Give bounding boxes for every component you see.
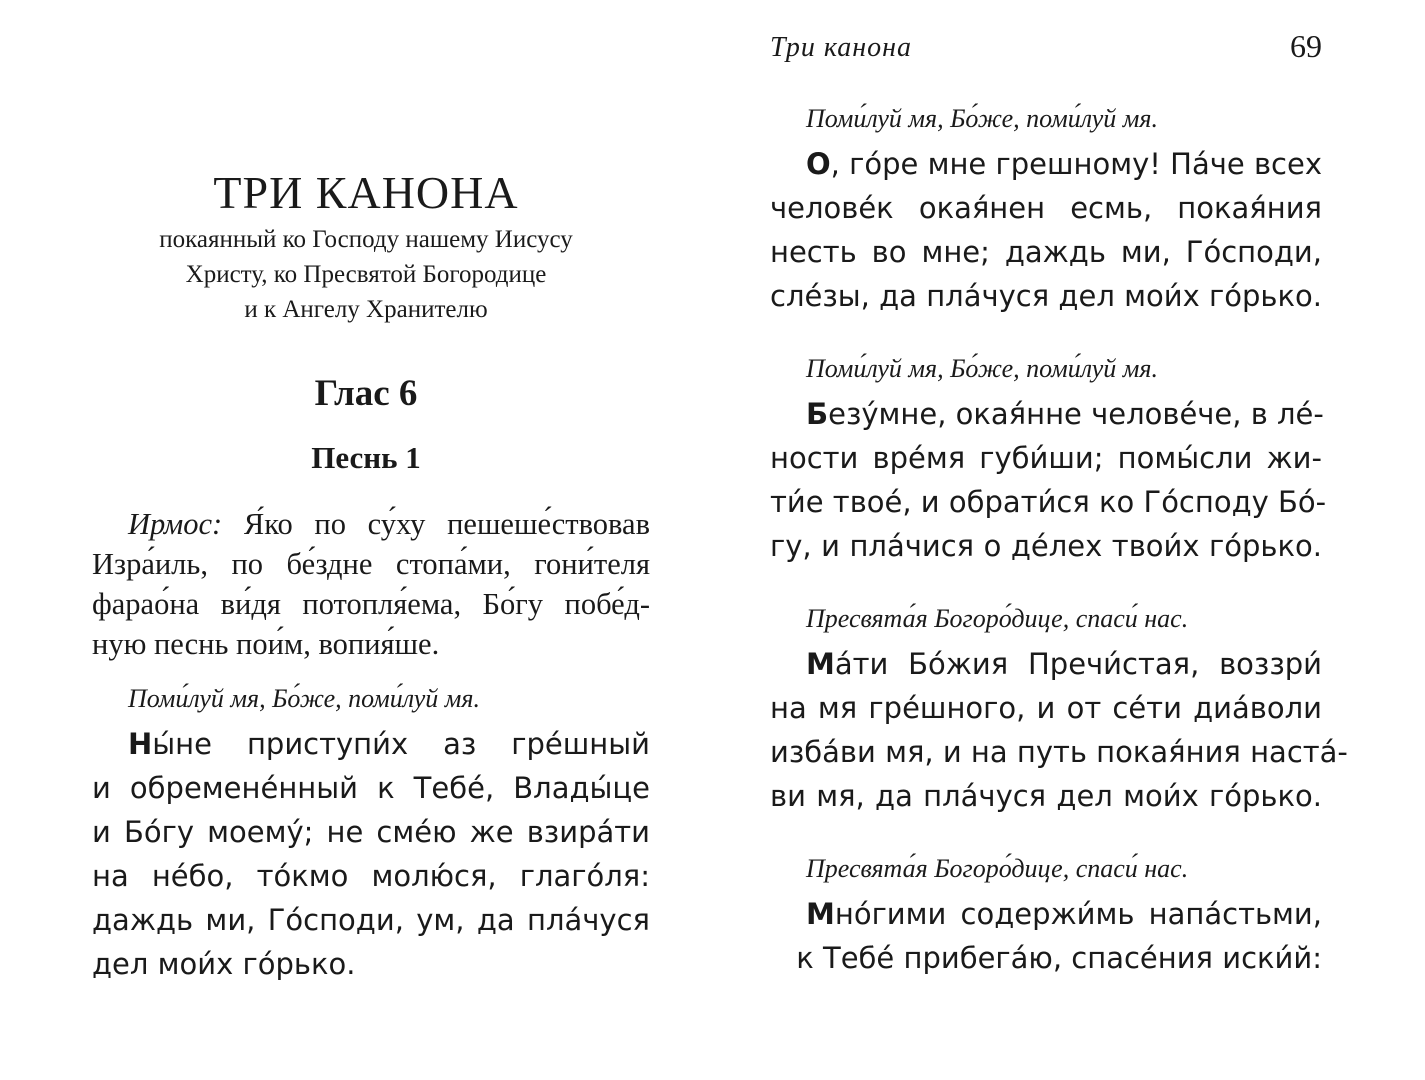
irmos-paragraph — [92, 504, 650, 664]
verse-line-text: , го́ре мне грешному! Па́че всех — [830, 147, 1322, 181]
running-head: Три канона — [770, 32, 913, 63]
verse-line-text: ы́не приступи́х аз гре́шный — [152, 727, 650, 761]
verse-line: изба́ви мя, и на путь покая́ния наста́- — [770, 735, 1348, 769]
troparion — [770, 392, 1327, 568]
verse-line: к Тебе́ прибега́ю, спасе́ния иски́й: — [796, 941, 1322, 975]
verse-line — [770, 142, 1322, 186]
verse-line: ности вре́мя губи́ши; помы́сли жи- — [770, 441, 1322, 475]
refrain: Поми́луй мя, Бо́же, поми́луй мя. — [806, 354, 1158, 383]
verse-line: дел мои́х го́рько. — [92, 947, 356, 981]
irmos-line: ную песнь пои́м, вопия́ше. — [92, 627, 440, 661]
initial-letter: Н — [128, 727, 153, 761]
troparion — [92, 722, 650, 986]
verse-line — [770, 392, 1322, 436]
verse-line: даждь ми, Го́споди, ум, да пла́чуся — [92, 903, 650, 937]
tone-heading: Глас 6 — [314, 373, 418, 414]
verse-line-text: но́гими содержи́мь напа́стьми, — [834, 897, 1322, 931]
subtitle-line: Христу, ко Пресвятой Богородице — [185, 261, 547, 288]
verse-line: гу, и пла́чися о де́лех твои́х го́рько. — [770, 529, 1322, 563]
chapter-title: ТРИ КАНОНА — [213, 167, 519, 218]
right-page — [770, 0, 1348, 1080]
initial-letter: Б — [806, 397, 829, 431]
initial-letter: О — [806, 147, 831, 181]
troparion — [770, 142, 1322, 318]
verse-line: несть во мне; даждь ми, Го́споди, — [770, 235, 1322, 269]
verse-line: и обремене́нный к Тебе́, Влады́це — [92, 771, 650, 805]
verse-line: на не́бо, то́кмо молю́ся, глаго́ля: — [92, 859, 650, 893]
ode-heading: Песнь 1 — [311, 440, 421, 475]
refrain: Поми́луй мя, Бо́же, поми́луй мя. — [128, 684, 480, 713]
subtitle-line: покаянный ко Господу нашему Иисусу — [159, 226, 573, 253]
irmos-label: Ирмос: — [128, 507, 223, 541]
irmos-line — [92, 504, 650, 544]
subtitle-line: и к Ангелу Хранителю — [244, 296, 488, 323]
refrain: Пресвята́я Богоро́дице, спаси́ нас. — [806, 604, 1189, 633]
troparion-block — [770, 602, 1348, 818]
verse-line: ти́е твое́, и обрати́ся ко Го́споду Бо́- — [770, 485, 1327, 519]
page-number: 69 — [1290, 28, 1322, 64]
troparion-block — [770, 352, 1327, 568]
refrain: Поми́луй мя, Бо́же, поми́луй мя. — [806, 104, 1158, 133]
initial-letter: М — [806, 897, 835, 931]
refrain: Пресвята́я Богоро́дице, спаси́ нас. — [806, 854, 1189, 883]
verse-line: челове́к окая́нен есмь, покая́ния — [770, 191, 1322, 225]
verse-line-text: езу́мне, окая́нне челове́че, в ле́- — [828, 397, 1324, 431]
verse-line: и Бо́гу моему́; не сме́ю же взира́ти — [92, 815, 650, 849]
irmos-line-text: Я́ко по су́ху пешеше́ствовав — [222, 507, 650, 541]
chapter-subtitle — [92, 222, 640, 327]
troparion-block — [770, 852, 1322, 980]
verse-line — [770, 642, 1322, 686]
irmos-line: фарао́на ви́дя потопля́ема, Бо́гу побе́д- — [92, 587, 650, 621]
verse-line: сле́зы, да пла́чуся дел мои́х го́рько. — [770, 279, 1322, 313]
troparion — [770, 892, 1322, 980]
left-page — [92, 0, 650, 1080]
troparion-block — [770, 102, 1322, 318]
verse-line — [770, 892, 1322, 936]
verse-line: ви мя, да пла́чуся дел мои́х го́рько. — [770, 779, 1322, 813]
verse-line — [92, 722, 650, 766]
troparion — [770, 642, 1348, 818]
verse-line: на мя гре́шного, и от се́ти диа́воли — [770, 691, 1322, 725]
verse-line-text: а́ти Бо́жия Пречи́стая, воззри́ — [834, 647, 1322, 681]
irmos-line: Изра́иль, по бе́здне стопа́ми, гони́теля — [92, 547, 650, 581]
initial-letter: М — [806, 647, 835, 681]
